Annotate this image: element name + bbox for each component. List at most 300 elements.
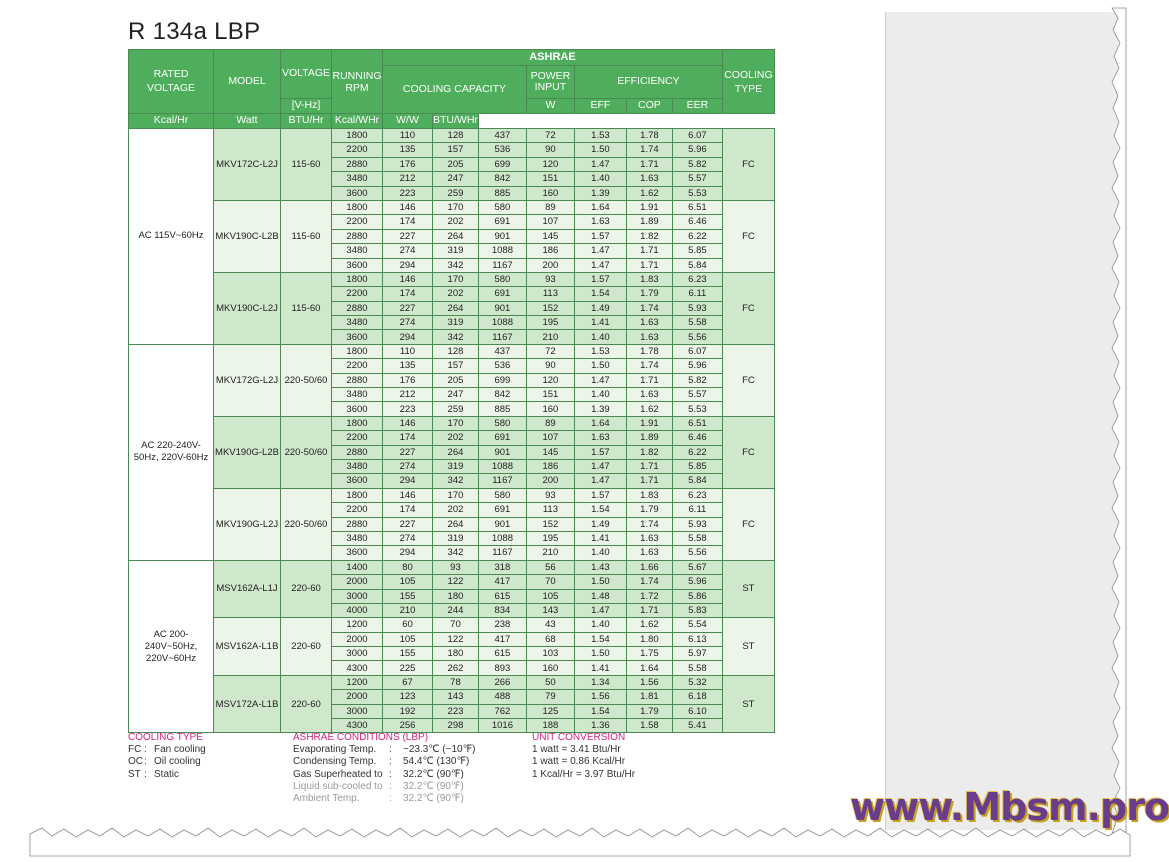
voltage-cell: 220-50/60 (281, 416, 332, 488)
table-cell: 1.47 (574, 373, 626, 387)
table-cell: 536 (478, 359, 526, 373)
table-cell: 691 (478, 503, 526, 517)
legend-label: Evaporating Temp. (293, 744, 377, 756)
table-cell: 79 (526, 690, 574, 704)
table-cell: 186 (526, 459, 574, 473)
table-cell: 1800 (332, 488, 383, 502)
table-cell: 1.40 (574, 388, 626, 402)
legend-code: FC (128, 744, 142, 756)
table-cell: 200 (526, 258, 574, 272)
table-cell: 157 (433, 143, 479, 157)
table-cell: 5.56 (672, 546, 722, 560)
cooling-type-cell: ST (722, 560, 774, 618)
table-cell: 1.75 (626, 647, 672, 661)
table-cell: 1.47 (574, 603, 626, 617)
table-cell: 1.83 (626, 488, 672, 502)
table-cell: 120 (526, 373, 574, 387)
table-cell: 1.49 (574, 301, 626, 315)
table-cell: 202 (433, 503, 479, 517)
table-cell: 1.50 (574, 647, 626, 661)
table-cell: 6.11 (672, 287, 722, 301)
table-cell: 1.62 (626, 618, 672, 632)
table-cell: 2000 (332, 632, 383, 646)
unit-btu-hr: BTU/Hr (281, 114, 332, 129)
table-cell: 2200 (332, 215, 383, 229)
table-cell: 1.89 (626, 431, 672, 445)
table-cell: 2880 (332, 445, 383, 459)
table-cell: 1.63 (626, 316, 672, 330)
table-cell: 227 (383, 445, 433, 459)
table-cell: 1.57 (574, 229, 626, 243)
table-cell: 1.71 (626, 244, 672, 258)
table-cell: 691 (478, 215, 526, 229)
legend-item (128, 756, 278, 768)
table-cell: 1.64 (574, 200, 626, 214)
ashrae-legend-title: ASHRAE CONDITIONS (LBP) (293, 732, 429, 743)
table-cell: 176 (383, 157, 433, 171)
table-cell: 5.83 (672, 603, 722, 617)
table-cell: 122 (433, 632, 479, 646)
table-cell: 1.56 (574, 690, 626, 704)
table-cell: 1.53 (574, 344, 626, 358)
table-cell: 174 (383, 503, 433, 517)
model-cell: MKV190C-L2J (214, 272, 281, 344)
table-cell: 3000 (332, 704, 383, 718)
table-cell: 1.40 (574, 330, 626, 344)
table-cell: 1167 (478, 546, 526, 560)
table-cell: 113 (526, 287, 574, 301)
table-cell: 89 (526, 416, 574, 430)
table-cell: 6.22 (672, 229, 722, 243)
table-cell: 1.83 (626, 272, 672, 286)
table-cell: 1.53 (574, 129, 626, 143)
table-cell: 842 (478, 172, 526, 186)
table-cell: 1.79 (626, 503, 672, 517)
table-cell: 1.47 (574, 459, 626, 473)
table-cell: 1.72 (626, 589, 672, 603)
table-cell: 1.47 (574, 258, 626, 272)
unit-btu-whr: BTU/WHr (433, 114, 479, 129)
legend-code: OC (128, 756, 143, 768)
legend-item (293, 769, 523, 781)
table-cell: 60 (383, 618, 433, 632)
table-cell: 146 (383, 272, 433, 286)
table-cell: 1.49 (574, 517, 626, 531)
table-cell: 103 (526, 647, 574, 661)
table-cell: 202 (433, 431, 479, 445)
table-cell: 6.22 (672, 445, 722, 459)
unit-kcal-hr: Kcal/Hr (129, 114, 214, 129)
table-cell: 1.54 (574, 632, 626, 646)
legend-text: Fan cooling (154, 744, 206, 756)
table-cell: 192 (383, 704, 433, 718)
table-cell: 152 (526, 301, 574, 315)
table-cell: 6.07 (672, 129, 722, 143)
table-cell: 699 (478, 157, 526, 171)
cooling-type-cell: ST (722, 618, 774, 676)
table-cell: 205 (433, 157, 479, 171)
table-cell: 5.41 (672, 719, 722, 733)
table-cell: 43 (526, 618, 574, 632)
table-cell: 157 (433, 359, 479, 373)
table-cell: 842 (478, 388, 526, 402)
header-voltage-unit: [V-Hz] (281, 99, 332, 114)
table-cell: 170 (433, 488, 479, 502)
table-cell: 247 (433, 172, 479, 186)
table-cell: 200 (526, 474, 574, 488)
table-row (129, 272, 775, 286)
table-cell: 89 (526, 200, 574, 214)
table-cell: 128 (433, 344, 479, 358)
table-cell: 3480 (332, 388, 383, 402)
table-cell: 1.71 (626, 373, 672, 387)
table-cell: 151 (526, 172, 574, 186)
table-cell: 223 (383, 186, 433, 200)
table-cell: 1.39 (574, 186, 626, 200)
table-cell: 3480 (332, 459, 383, 473)
table-cell: 1.71 (626, 603, 672, 617)
unit-conversion-legend (532, 732, 732, 781)
unit-w-w: W/W (383, 114, 433, 129)
table-cell: 90 (526, 359, 574, 373)
table-cell: 6.46 (672, 215, 722, 229)
table-cell: 72 (526, 129, 574, 143)
table-cell: 2880 (332, 373, 383, 387)
table-cell: 901 (478, 229, 526, 243)
table-cell: 186 (526, 244, 574, 258)
legend-sep: : (389, 768, 392, 780)
table-cell: 3600 (332, 402, 383, 416)
table-cell: 5.58 (672, 531, 722, 545)
table-cell: 4300 (332, 661, 383, 675)
table-cell: 1.62 (626, 402, 672, 416)
table-cell: 3000 (332, 647, 383, 661)
table-cell: 5.93 (672, 301, 722, 315)
table-cell: 210 (526, 330, 574, 344)
table-cell: 3600 (332, 546, 383, 560)
table-cell: 113 (526, 503, 574, 517)
table-cell: 1167 (478, 474, 526, 488)
header-rated-voltage: RATED VOLTAGE (129, 50, 214, 114)
table-cell: 170 (433, 272, 479, 286)
table-cell: 6.51 (672, 416, 722, 430)
table-cell: 145 (526, 445, 574, 459)
table-cell: 1.57 (574, 445, 626, 459)
table-cell: 210 (383, 603, 433, 617)
table-row (129, 618, 775, 632)
table-cell: 1.78 (626, 129, 672, 143)
table-cell: 1.74 (626, 359, 672, 373)
table-cell: 294 (383, 546, 433, 560)
table-cell: 1.41 (574, 661, 626, 675)
table-cell: 1800 (332, 344, 383, 358)
table-cell: 1.54 (574, 287, 626, 301)
table-cell: 298 (433, 719, 479, 733)
table-cell: 93 (433, 560, 479, 574)
table-cell: 1.74 (626, 517, 672, 531)
table-cell: 107 (526, 431, 574, 445)
table-cell: 3600 (332, 330, 383, 344)
table-cell: 1.47 (574, 157, 626, 171)
table-cell: 4300 (332, 719, 383, 733)
table-cell: 50 (526, 675, 574, 689)
table-cell: 68 (526, 632, 574, 646)
header-model: MODEL (214, 50, 281, 114)
table-cell: 188 (526, 719, 574, 733)
table-cell: 227 (383, 517, 433, 531)
table-cell: 70 (433, 618, 479, 632)
table-cell: 5.57 (672, 388, 722, 402)
table-cell: 342 (433, 330, 479, 344)
table-cell: 93 (526, 272, 574, 286)
table-cell: 1167 (478, 258, 526, 272)
table-cell: 6.13 (672, 632, 722, 646)
table-cell: 72 (526, 344, 574, 358)
cooling-type-legend-title: COOLING TYPE (128, 732, 203, 743)
table-cell: 834 (478, 603, 526, 617)
table-cell: 5.96 (672, 359, 722, 373)
table-cell: 1.91 (626, 416, 672, 430)
table-cell: 3600 (332, 474, 383, 488)
table-cell: 580 (478, 272, 526, 286)
table-cell: 146 (383, 200, 433, 214)
table-cell: 120 (526, 157, 574, 171)
table-cell: 174 (383, 431, 433, 445)
table-cell: 155 (383, 589, 433, 603)
table-cell: 893 (478, 661, 526, 675)
table-cell: 5.85 (672, 244, 722, 258)
table-cell: 1.66 (626, 560, 672, 574)
table-cell: 174 (383, 287, 433, 301)
legend-item: 1 watt = 3.41 Btu/Hr (532, 744, 621, 756)
table-cell: 1.63 (626, 546, 672, 560)
table-cell: 128 (433, 129, 479, 143)
table-cell: 70 (526, 575, 574, 589)
compressor-spec-table (128, 49, 775, 733)
legend-sep: : (389, 756, 392, 768)
table-cell: 5.97 (672, 647, 722, 661)
legend-value: 32.2℃ (90℉) (403, 793, 464, 805)
table-cell: 691 (478, 431, 526, 445)
table-cell: 1.91 (626, 200, 672, 214)
table-cell: 294 (383, 474, 433, 488)
table-cell: 151 (526, 388, 574, 402)
table-row (129, 675, 775, 689)
table-cell: 1800 (332, 272, 383, 286)
table-cell: 3480 (332, 316, 383, 330)
table-cell: 259 (433, 402, 479, 416)
table-cell: 417 (478, 632, 526, 646)
table-cell: 1.78 (626, 344, 672, 358)
table-cell: 1400 (332, 560, 383, 574)
table-cell: 1.81 (626, 690, 672, 704)
legend-sep: : (389, 780, 392, 792)
table-cell: 212 (383, 172, 433, 186)
table-cell: 2200 (332, 503, 383, 517)
table-row (129, 560, 775, 574)
table-cell: 256 (383, 719, 433, 733)
model-cell: MKV190C-L2B (214, 200, 281, 272)
table-cell: 417 (478, 575, 526, 589)
background-panel (885, 12, 1118, 830)
legend-sep: : (144, 744, 147, 756)
table-cell: 5.84 (672, 474, 722, 488)
table-cell: 6.23 (672, 272, 722, 286)
legend-item (128, 744, 278, 756)
voltage-cell: 220-50/60 (281, 344, 332, 416)
table-cell: 274 (383, 316, 433, 330)
table-cell: 160 (526, 661, 574, 675)
table-cell: 3600 (332, 258, 383, 272)
table-cell: 1.74 (626, 301, 672, 315)
unit-watt: Watt (214, 114, 281, 129)
table-cell: 294 (383, 330, 433, 344)
cooling-type-cell: FC (722, 200, 774, 272)
legend-label: Condensing Temp. (293, 756, 377, 768)
table-cell: 342 (433, 258, 479, 272)
table-cell: 580 (478, 200, 526, 214)
table-cell: 1.57 (574, 488, 626, 502)
table-cell: 67 (383, 675, 433, 689)
table-cell: 5.54 (672, 618, 722, 632)
table-cell: 2880 (332, 301, 383, 315)
table-cell: 105 (383, 575, 433, 589)
table-cell: 223 (383, 402, 433, 416)
table-cell: 319 (433, 459, 479, 473)
table-cell: 1088 (478, 531, 526, 545)
table-cell: 6.23 (672, 488, 722, 502)
header-voltage: VOLTAGE (281, 50, 332, 99)
table-cell: 1.71 (626, 258, 672, 272)
table-cell: 6.07 (672, 344, 722, 358)
table-cell: 202 (433, 287, 479, 301)
legend-label: Liquid sub-cooled to (293, 780, 383, 792)
torn-edge-bottom (30, 826, 1130, 856)
table-cell: 2200 (332, 431, 383, 445)
table-cell: 1.54 (574, 503, 626, 517)
table-cell: 488 (478, 690, 526, 704)
legend-label: Ambient Temp. (293, 793, 360, 805)
table-cell: 174 (383, 215, 433, 229)
table-cell: 244 (433, 603, 479, 617)
table-cell: 1016 (478, 719, 526, 733)
table-cell: 1088 (478, 459, 526, 473)
table-row (129, 416, 775, 430)
legend-label: Gas Superheated to (293, 768, 383, 780)
header-efficiency: EFFICIENCY (574, 66, 722, 99)
table-cell: 1.50 (574, 575, 626, 589)
voltage-cell: 115-60 (281, 129, 332, 201)
table-cell: 1.63 (626, 531, 672, 545)
rated-voltage-cell: AC 115V~60Hz (129, 129, 214, 345)
table-row (129, 200, 775, 214)
table-cell: 146 (383, 488, 433, 502)
table-cell: 1.39 (574, 402, 626, 416)
table-cell: 5.85 (672, 459, 722, 473)
table-cell: 5.82 (672, 157, 722, 171)
table-cell: 1.79 (626, 287, 672, 301)
table-cell: 1.40 (574, 172, 626, 186)
table-cell: 110 (383, 129, 433, 143)
table-cell: 110 (383, 344, 433, 358)
table-cell: 3480 (332, 531, 383, 545)
header-cop: COP (626, 99, 672, 114)
table-cell: 146 (383, 416, 433, 430)
table-cell: 5.96 (672, 575, 722, 589)
table-cell: 2000 (332, 575, 383, 589)
table-cell: 274 (383, 244, 433, 258)
table-cell: 342 (433, 474, 479, 488)
legend-sep: : (144, 768, 147, 780)
table-cell: 1.50 (574, 359, 626, 373)
voltage-cell: 115-60 (281, 200, 332, 272)
model-cell: MSV162A-L1B (214, 618, 281, 676)
table-cell: 264 (433, 229, 479, 243)
table-cell: 107 (526, 215, 574, 229)
rated-voltage-cell: AC 220-240V-50Hz, 220V-60Hz (129, 344, 214, 560)
legend-value: 54.4℃ (130℉) (403, 756, 470, 768)
table-cell: 90 (526, 143, 574, 157)
legend-item (293, 744, 523, 756)
table-cell: 3480 (332, 244, 383, 258)
table-cell: 170 (433, 200, 479, 214)
table-cell: 123 (383, 690, 433, 704)
table-cell: 105 (526, 589, 574, 603)
table-cell: 3480 (332, 172, 383, 186)
table-cell: 145 (526, 229, 574, 243)
table-cell: 3000 (332, 589, 383, 603)
table-cell: 5.58 (672, 661, 722, 675)
voltage-cell: 220-60 (281, 618, 332, 676)
cooling-type-cell: FC (722, 416, 774, 488)
table-cell: 135 (383, 359, 433, 373)
table-cell: 762 (478, 704, 526, 718)
table-cell: 143 (526, 603, 574, 617)
legend-item: 1 watt = 0.86 Kcal/Hr (532, 756, 626, 768)
table-cell: 5.58 (672, 316, 722, 330)
rated-voltage-cell: AC 200-240V~50Hz, 220V~60Hz (129, 560, 214, 733)
table-cell: 4000 (332, 603, 383, 617)
table-cell: 5.84 (672, 258, 722, 272)
table-cell: 6.18 (672, 690, 722, 704)
table-cell: 1.54 (574, 704, 626, 718)
legend-value: 32.2℃ (90℉) (403, 780, 464, 792)
table-cell: 247 (433, 388, 479, 402)
table-cell: 1.82 (626, 229, 672, 243)
table-cell: 205 (433, 373, 479, 387)
table-cell: 1.64 (574, 416, 626, 430)
table-cell: 318 (478, 560, 526, 574)
table-cell: 580 (478, 416, 526, 430)
table-cell: 223 (433, 704, 479, 718)
table-cell: 143 (433, 690, 479, 704)
table-cell: 6.10 (672, 704, 722, 718)
voltage-cell: 220-50/60 (281, 488, 332, 560)
table-cell: 170 (433, 416, 479, 430)
table-cell: 180 (433, 589, 479, 603)
table-cell: 615 (478, 589, 526, 603)
table-cell: 122 (433, 575, 479, 589)
table-cell: 202 (433, 215, 479, 229)
table-cell: 1.89 (626, 215, 672, 229)
unit-kcal-whr: Kcal/WHr (332, 114, 383, 129)
table-cell: 1088 (478, 316, 526, 330)
torn-edge-right (1112, 8, 1126, 834)
table-cell: 56 (526, 560, 574, 574)
table-cell: 536 (478, 143, 526, 157)
table-cell: 160 (526, 402, 574, 416)
table-cell: 266 (478, 675, 526, 689)
